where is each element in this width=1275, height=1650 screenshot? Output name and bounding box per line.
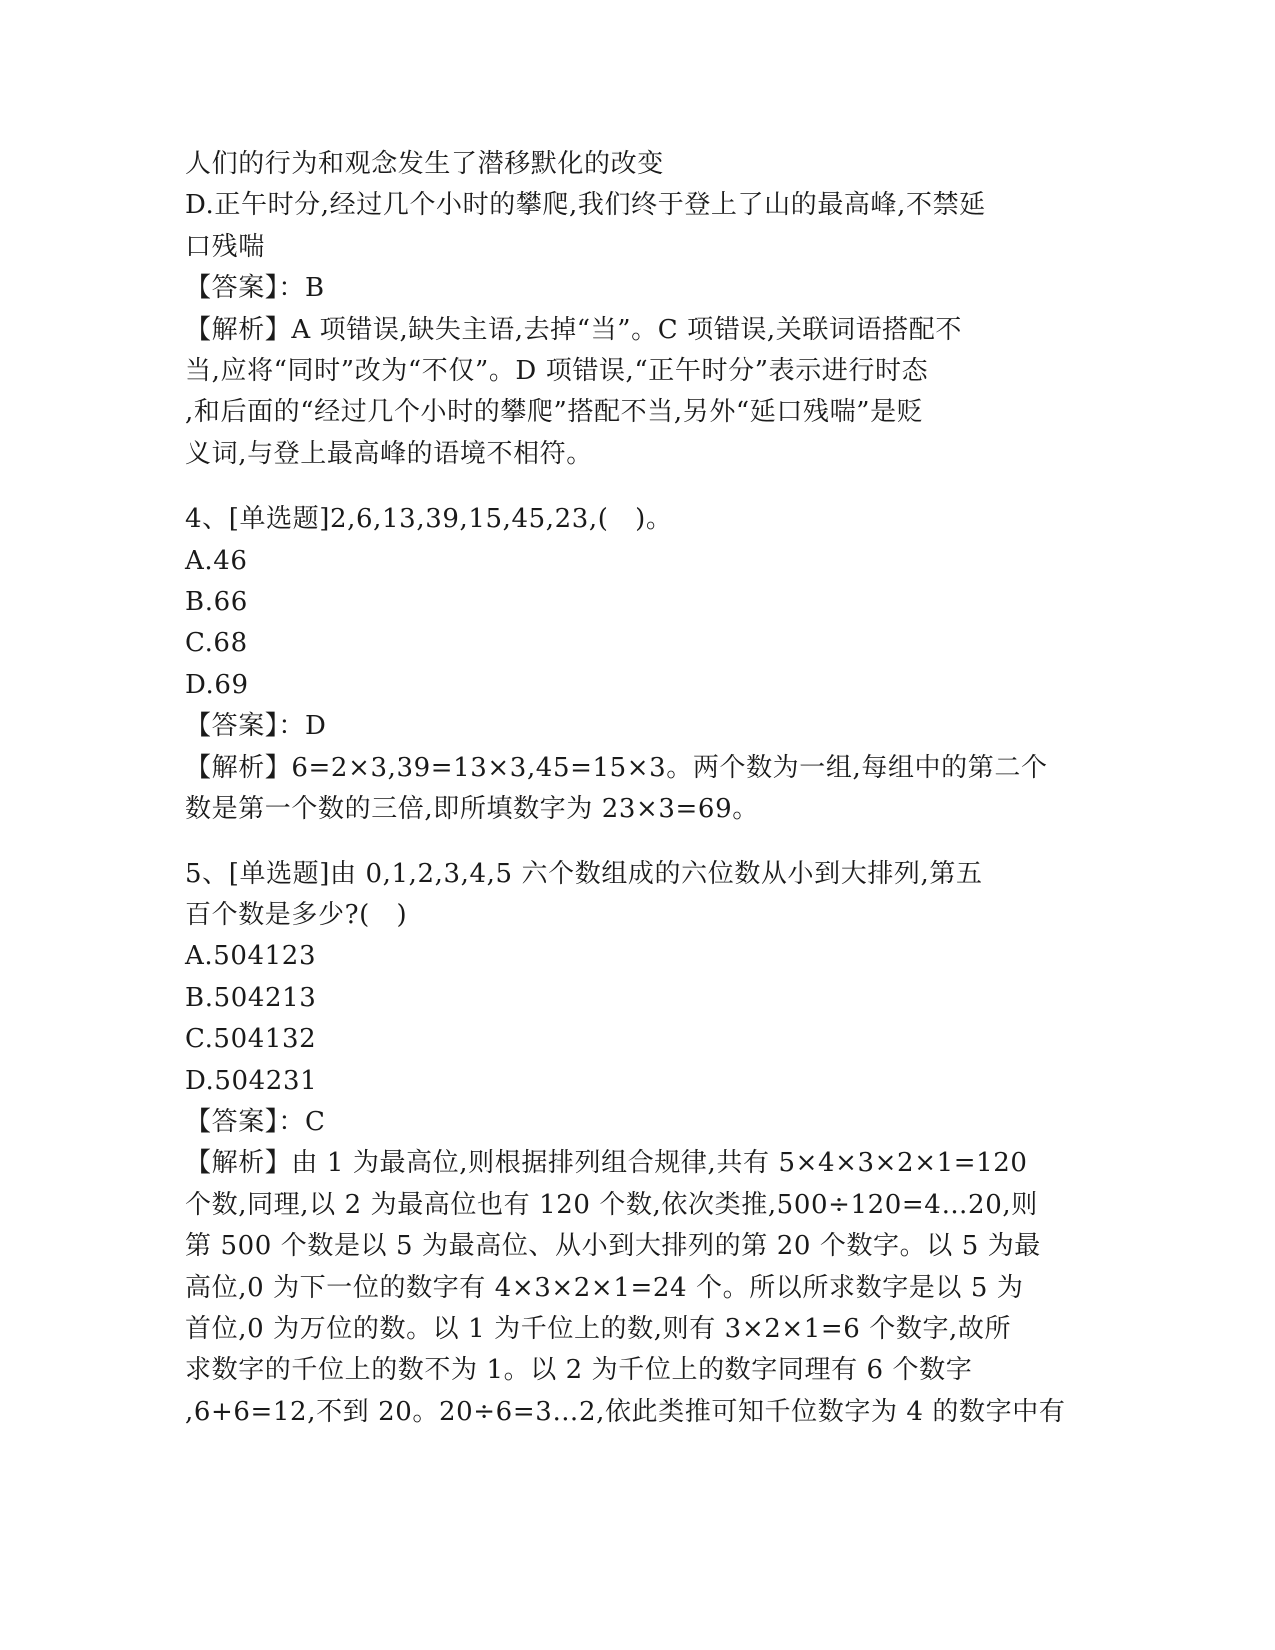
q5-explanation-line-4: 高位,0 为下一位的数字有 4×3×2×1=24 个。所以所求数字是以 5 为 [185, 1272, 1024, 1303]
q3-option-c-continued: 人们的行为和观念发生了潜移默化的改变 [185, 149, 664, 179]
q3-answer: 【答案】：B [185, 273, 325, 304]
q4-stem: 4、[单选题]2,6,13,39,15,45,23,( )。 [185, 504, 673, 535]
q5-explanation-line-6: 求数字的千位上的数不为 1。以 2 为千位上的数字同理有 6 个数字 [185, 1355, 973, 1386]
q3-explanation-line-4: 义词,与登上最高峰的语境不相符。 [185, 438, 593, 469]
q3-option-d-line-1: D.正午时分,经过几个小时的攀爬,我们终于登上了山的最高峰,不禁延 [185, 190, 986, 221]
q5-explanation-line-5: 首位,0 为万位的数。以 1 为千位上的数,则有 3×2×1=6 个数字,故所 [185, 1313, 1012, 1344]
q3-option-d-line-2: 口残喘 [185, 231, 265, 262]
q5-explanation-line-7: ,6+6=12,不到 20。20÷6=3…2,依此类推可知千位数字为 4 的数字中有 [185, 1396, 1066, 1427]
q3-explanation-line-2: 当,应将“同时”改为“不仅”。D 项错误,“正午时分”表示进行时态 [185, 356, 929, 387]
q4-explanation-line-1: 【解析】6=2×3,39=13×3,45=15×3。两个数为一组,每组中的第二个 [185, 752, 1048, 783]
q4-explanation-line-2: 数是第一个数的三倍,即所填数字为 23×3=69。 [185, 794, 759, 825]
section-spacer [185, 475, 1080, 499]
q5-option-b: B.504213 [185, 982, 317, 1013]
section-spacer [185, 831, 1080, 854]
q5-stem-line-2: 百个数是多少?( ) [185, 899, 408, 930]
q5-explanation-line-1: 【解析】由 1 为最高位,则根据排列组合规律,共有 5×4×3×2×1=120 [185, 1148, 1028, 1179]
q4-option-c: C.68 [185, 628, 248, 659]
q5-stem-line-1: 5、[单选题]由 0,1,2,3,4,5 六个数组成的六位数从小到大排列,第五 [185, 858, 983, 889]
q4-option-a: A.46 [185, 545, 248, 576]
q4-answer: 【答案】：D [185, 711, 327, 742]
q3-explanation-line-3: ,和后面的“经过几个小时的攀爬”搭配不当,另外“延口残喘”是贬 [185, 397, 924, 428]
q5-explanation-line-3: 第 500 个数是以 5 为最高位、从小到大排列的第 20 个数字。以 5 为最 [185, 1231, 1041, 1262]
q4-option-d: D.69 [185, 669, 249, 700]
q4-option-b: B.66 [185, 587, 248, 618]
q5-option-a: A.504123 [185, 941, 317, 972]
page-content [185, 144, 1080, 1433]
q5-answer: 【答案】：C [185, 1106, 326, 1137]
q3-explanation-line-1: 【解析】A 项错误,缺失主语,去掉“当”。C 项错误,关联词语搭配不 [185, 314, 962, 345]
q5-explanation-line-2: 个数,同理,以 2 为最高位也有 120 个数,依次类推,500÷120=4…20,则 [185, 1189, 1038, 1220]
q5-option-c: C.504132 [185, 1024, 317, 1055]
q5-option-d: D.504231 [185, 1065, 318, 1096]
